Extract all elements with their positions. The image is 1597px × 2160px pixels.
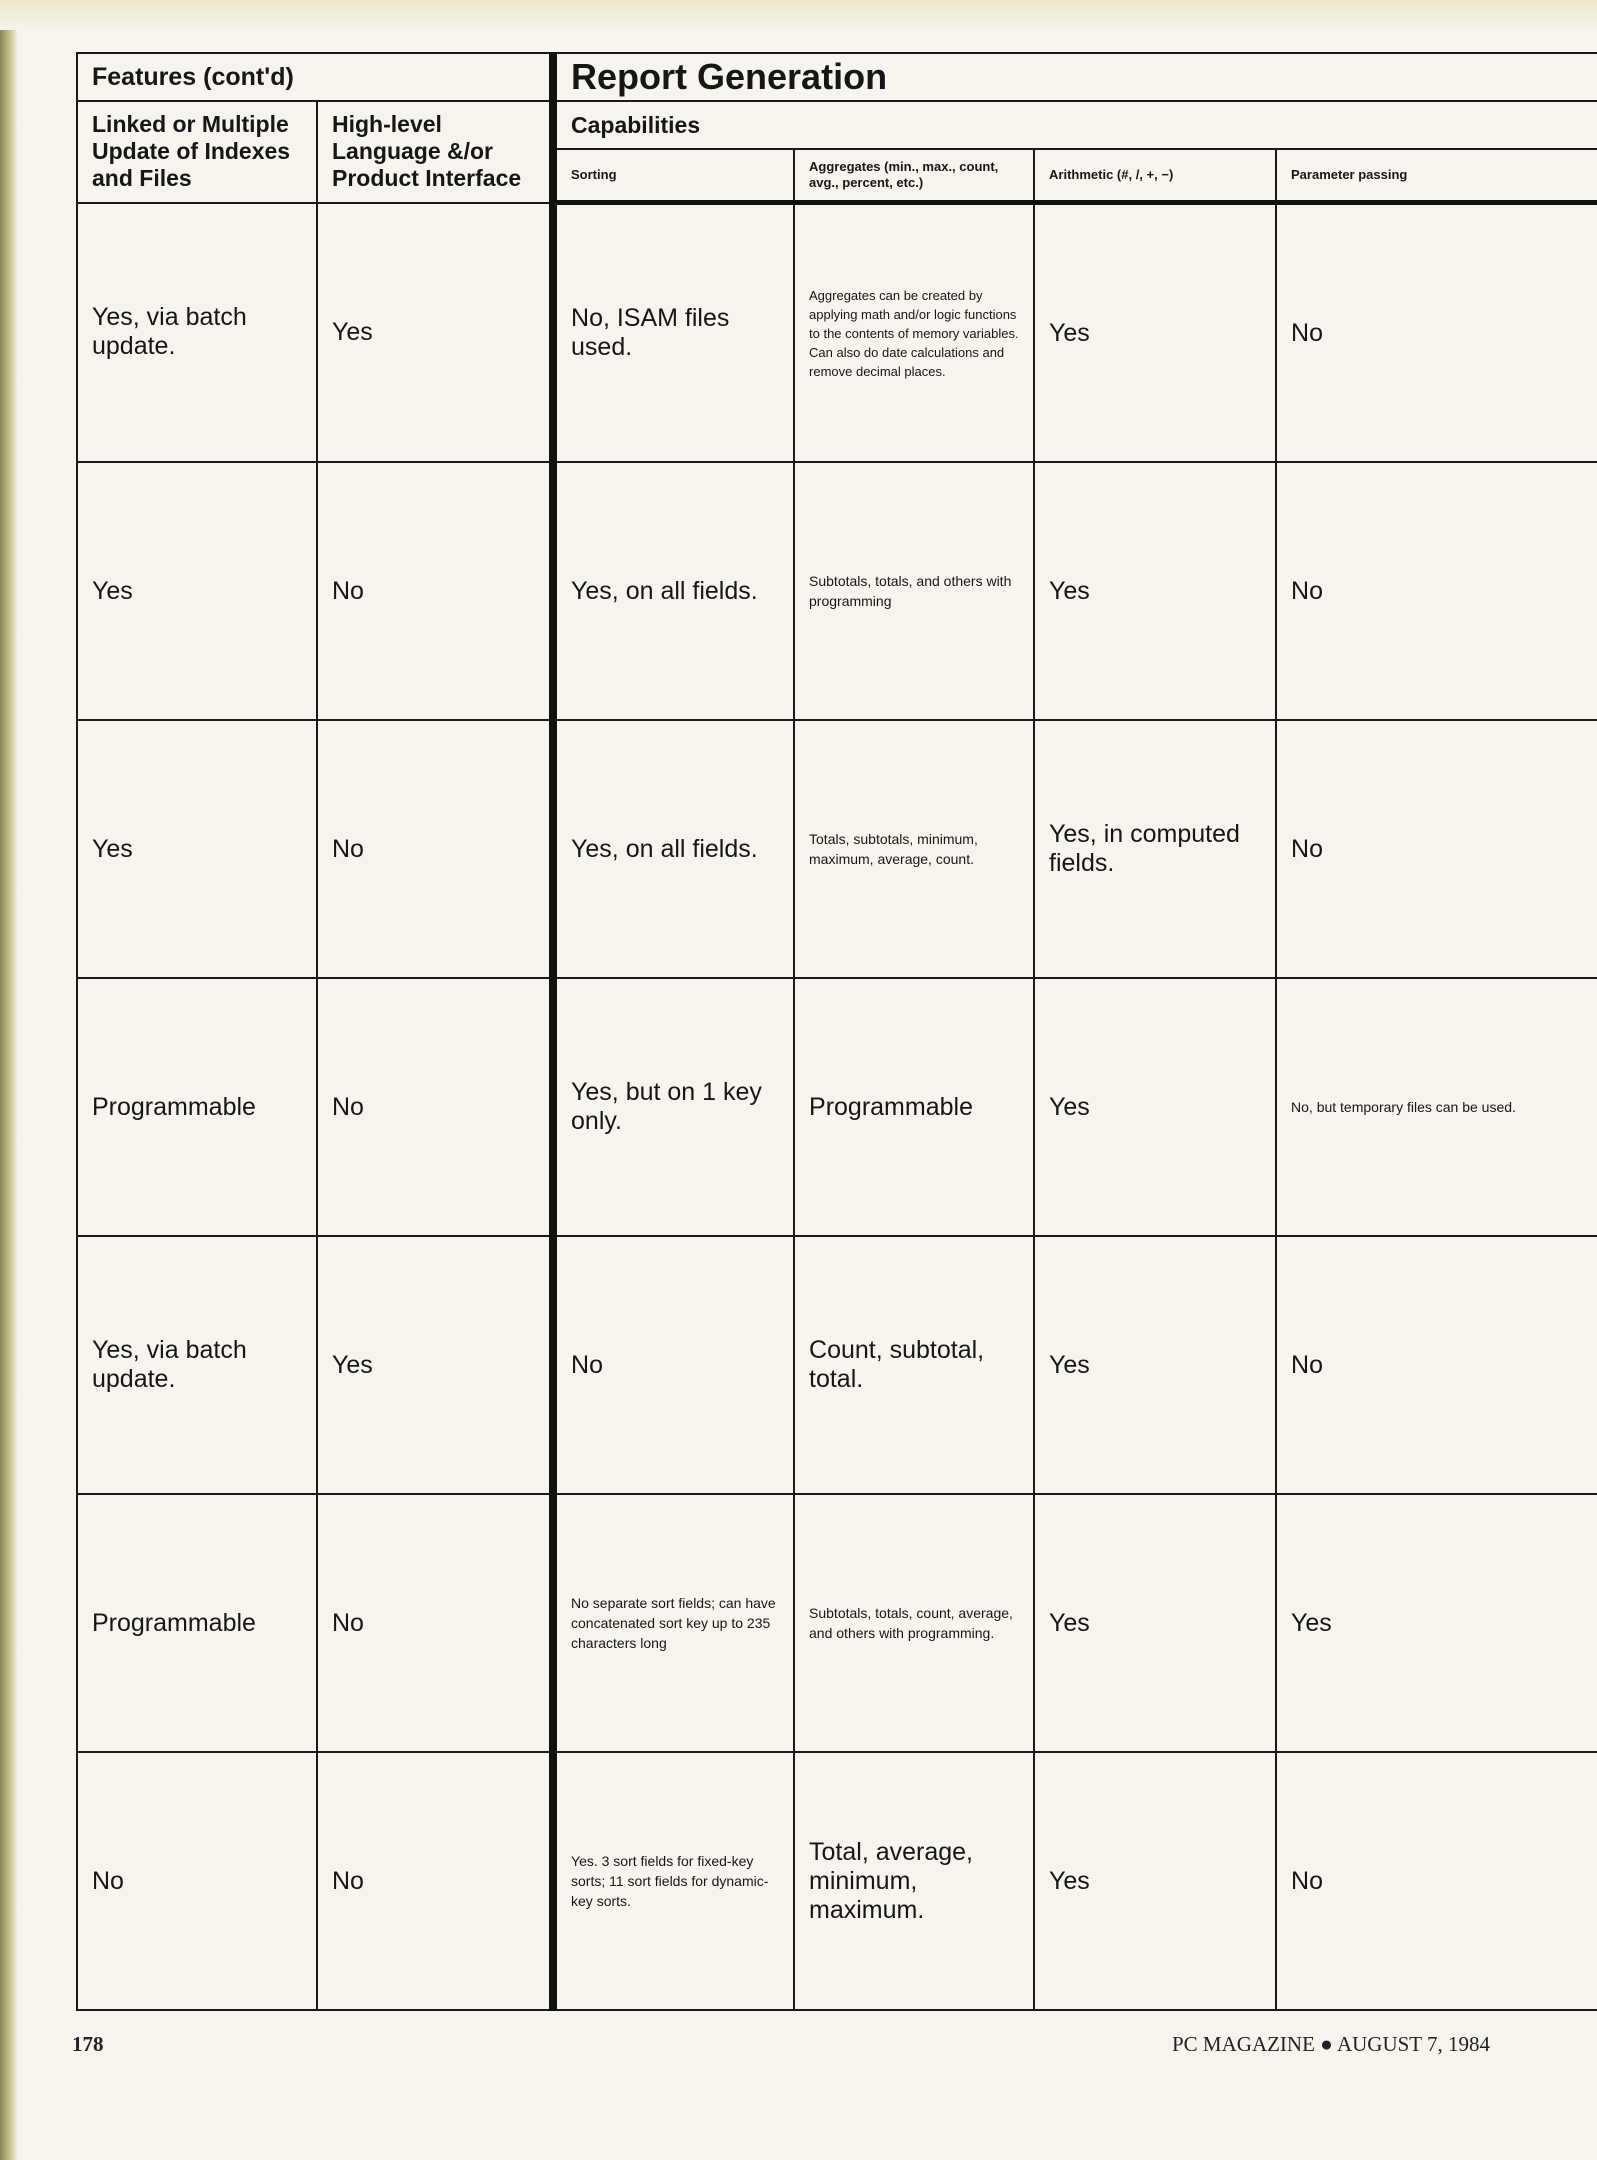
cell-linked: Yes xyxy=(77,462,317,720)
cell-linked: No xyxy=(77,1752,317,2010)
cell-hll: No xyxy=(317,1494,553,1752)
cell-params: Yes xyxy=(1276,1494,1597,1752)
cell-aggregates: Subtotals, totals, count, average, and others with programming. xyxy=(794,1494,1034,1752)
cell-arithmetic: Yes xyxy=(1034,1236,1276,1494)
cell-arithmetic: Yes xyxy=(1034,203,1276,463)
table-row xyxy=(77,978,1597,1236)
table-row xyxy=(77,1752,1597,2010)
publication-line: PC MAGAZINE ● AUGUST 7, 1984 xyxy=(1172,2032,1490,2056)
cell-hll: Yes xyxy=(317,203,553,463)
cell-linked: Programmable xyxy=(77,978,317,1236)
cell-linked: Yes, via batch update. xyxy=(77,1236,317,1494)
cell-hll: Yes xyxy=(317,1236,553,1494)
cell-params: No, but temporary files can be used. xyxy=(1276,978,1597,1236)
comparison-table xyxy=(76,52,1597,2011)
cell-linked: Programmable xyxy=(77,1494,317,1752)
page-edge xyxy=(0,0,18,2160)
cell-params: No xyxy=(1276,203,1597,463)
cell-params: No xyxy=(1276,1752,1597,2010)
cell-hll: No xyxy=(317,720,553,978)
cell-sorting: Yes, but on 1 key only. xyxy=(553,978,794,1236)
cell-hll: No xyxy=(317,978,553,1236)
cell-arithmetic: Yes xyxy=(1034,978,1276,1236)
cell-sorting: No xyxy=(553,1236,794,1494)
cell-linked: Yes xyxy=(77,720,317,978)
table-row xyxy=(77,462,1597,720)
cell-arithmetic: Yes xyxy=(1034,1752,1276,2010)
col-head-aggregates: Aggregates (min., max., count, avg., percent, etc.) xyxy=(794,149,1034,203)
cell-sorting: No separate sort fields; can have concatenated sort key up to 235 characters long xyxy=(553,1494,794,1752)
table-row xyxy=(77,1236,1597,1494)
col-head-high-level-language: High-level Language &/or Product Interface xyxy=(317,101,553,203)
page-number: 178 xyxy=(72,2032,104,2056)
cell-params: No xyxy=(1276,1236,1597,1494)
cell-linked: Yes, via batch update. xyxy=(77,203,317,463)
table-row xyxy=(77,1494,1597,1752)
table-row xyxy=(77,720,1597,978)
page-top-shade xyxy=(0,0,1597,30)
cell-sorting: No, ISAM files used. xyxy=(553,203,794,463)
subsection-capabilities: Capabilities xyxy=(553,101,1597,149)
cell-hll: No xyxy=(317,1752,553,2010)
cell-aggregates: Aggregates can be created by applying math and/or logic functions to the contents of memory variables. Can also do date calculations and remove decimal places. xyxy=(794,203,1034,463)
cell-aggregates: Programmable xyxy=(794,978,1034,1236)
cell-params: No xyxy=(1276,720,1597,978)
cell-arithmetic: Yes, in computed fields. xyxy=(1034,720,1276,978)
col-head-linked-update: Linked or Multiple Update of Indexes and Files xyxy=(77,101,317,203)
col-head-sorting: Sorting xyxy=(553,149,794,203)
table-row xyxy=(77,203,1597,463)
cell-aggregates: Totals, subtotals, minimum, maximum, average, count. xyxy=(794,720,1034,978)
cell-params: No xyxy=(1276,462,1597,720)
cell-hll: No xyxy=(317,462,553,720)
cell-arithmetic: Yes xyxy=(1034,462,1276,720)
cell-aggregates: Total, average, minimum, maximum. xyxy=(794,1752,1034,2010)
cell-sorting: Yes, on all fields. xyxy=(553,720,794,978)
cell-aggregates: Subtotals, totals, and others with programming xyxy=(794,462,1034,720)
section-features-cont: Features (cont'd) xyxy=(77,53,553,101)
section-report-generation: Report Generation xyxy=(553,53,1597,101)
col-head-arithmetic: Arithmetic (#, /, +, −) xyxy=(1034,149,1276,203)
cell-aggregates: Count, subtotal, total. xyxy=(794,1236,1034,1494)
cell-sorting: Yes. 3 sort fields for fixed-key sorts; 11 sort fields for dynamic-key sorts. xyxy=(553,1752,794,2010)
col-head-parameter-passing: Parameter passing xyxy=(1276,149,1597,203)
cell-sorting: Yes, on all fields. xyxy=(553,462,794,720)
cell-arithmetic: Yes xyxy=(1034,1494,1276,1752)
